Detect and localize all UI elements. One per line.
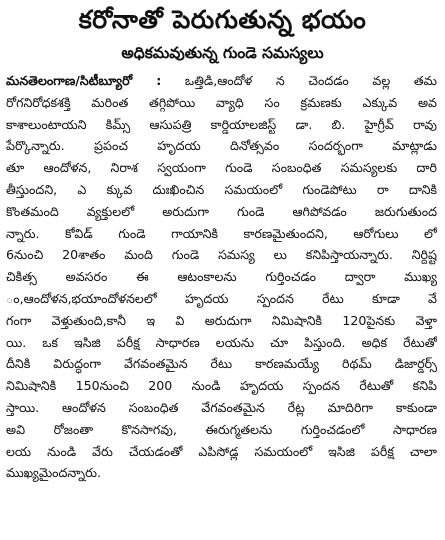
article-line: రోగనిరోధకశక్తి మరింత తగ్గిపోయి వ్యాధి సం క్రమణకు ఎక్కువ అవ — [6, 94, 437, 110]
article-subheadline: అధికమవుతున్న గుండె సమస్యలు — [121, 44, 324, 62]
article-line: చికిత్స అవసరం ఈ ఆటంకాలను గుర్తించడం ద్వారా ముఖ్య — [6, 269, 437, 285]
article-line — [6, 70, 437, 92]
article-line: స్తాయి. ఆందోళన సంబంధిత వేగవంతమైన రేట్ల మాదిరిగా కాకుండా — [6, 399, 437, 415]
article-dateline: మనతెలంగాణ/సిటీబ్యూరో : — [6, 73, 162, 88]
article-headline: కరోనాతో పెరుగుతున్న భయం — [78, 5, 367, 34]
article-line: ం,ఆందోళన,భయాందోళనలలో హృదయ స్పందన రేటు కూడా వే — [6, 290, 437, 306]
article-line: పేర్కొన్నారు. ప్రపంచ హృదయ దినోత్సవం సందర్భంగా మాట్లాడు — [6, 138, 437, 154]
article-line: దీనికి విరుద్ధంగా వేగవంతమైన రేటు కారణమయ్యే రిథమ్ డిజార్డర్స్ — [6, 356, 437, 372]
article-line: నిమిషానికి 150నుంచి 200 నుండి హృదయ స్పందన రేటుతో కనిపి — [6, 378, 437, 394]
article-line: 6నుంచి 20శాతం మంది గుండె సమస్య లు కనిపిస్తాయన్నారు. నిర్దిష్ట — [6, 247, 437, 263]
article-line: న్నారు. కోవిడ్ గుండె గాయానికి కారణమైతుందని, ఆరోగులు లో — [6, 225, 437, 241]
article-line-text: ఒత్తిడి,ఆందోళ న చెందడం వల్ల తమ — [161, 73, 437, 88]
article-line: ముఖ్యమైందన్నారు. — [6, 465, 101, 481]
article-line: కొంతమంది వ్యక్తులలో అరుదుగా గుండె ఆగిపోవడం జరుగుతుంద — [6, 203, 437, 219]
article-line: లయ నుండి వేరు చేయడంతో ఎపిసోడ్ల సమయంలో ఇసిజి పరీక్ష చాలా — [6, 443, 437, 459]
article-body — [6, 70, 437, 484]
article-line: యి. ఒక ఇసిజి పరీక్ష సాధారణ లయను చూ పిస్తుంది. అధిక రేటుతో — [6, 334, 437, 350]
article-line: గంగా వెళ్తుతుంది,కానీ ఇ వి అరుదుగా నిమిషానికి 120పైనకు వెళ్తా — [6, 312, 437, 328]
article-line: కాశాలుంటాయని కిమ్స్ ఆసుపత్రి కార్డియాలజిస్ట్ డా. బి. హైగ్రీవ్ రావు — [6, 116, 437, 132]
article-line: అవి రోజంతా కొనసాగవు, ఈరుగ్మతలను గుర్తించడంలో సాధారణ — [6, 421, 437, 437]
article-line: తూ ఆందోళన, నిరాశ స్వయంగా గుండె సంబంధిత సమస్యలకు దారి — [6, 160, 437, 176]
article-line: తీస్తుందని, ఎ క్కువ దుఃఖించిన సమయంలో గుండెపోటు రా దానికి — [6, 181, 437, 197]
